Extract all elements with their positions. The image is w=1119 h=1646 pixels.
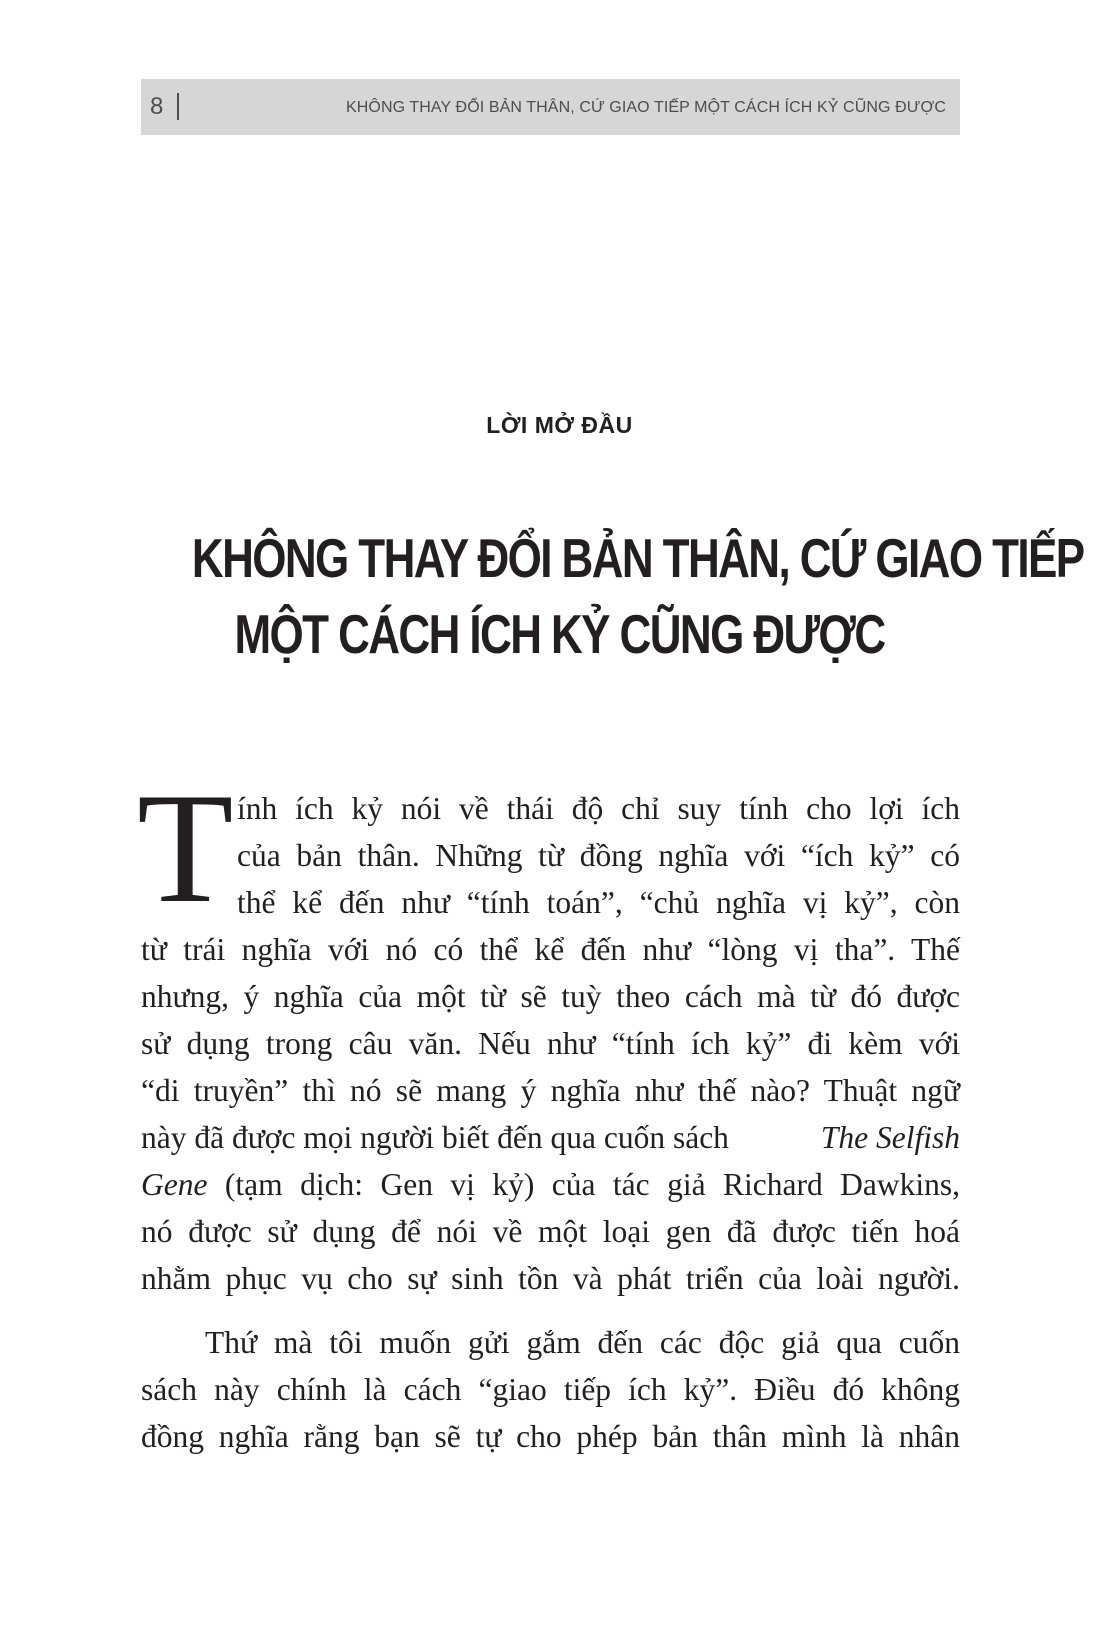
chapter-label: LỜI MỞ ĐẦU — [486, 412, 633, 438]
book-title-italic: The Selfish — [820, 1120, 960, 1155]
text-line: của bản thân. Những từ đồng nghĩa với “ích kỷ” có — [237, 838, 960, 873]
header-divider — [177, 93, 179, 120]
book-title-italic: Gene — [141, 1167, 208, 1202]
text-line: từ trái nghĩa với nó có thể kể đến như “lòng vị tha”. Thế — [141, 932, 960, 967]
text-line: ính ích kỷ nói về thái độ chỉ suy tính cho lợi ích — [237, 791, 960, 826]
running-header — [141, 79, 960, 135]
text-line: nhưng, ý nghĩa của một từ sẽ tuỳ theo cách mà từ đó được — [141, 979, 960, 1014]
text-line: “di truyền” thì nó sẽ mang ý nghĩa như thế nào? Thuật ngữ — [141, 1073, 960, 1108]
text-run: này đã được mọi người biết đến qua cuốn sách — [141, 1120, 729, 1155]
chapter-title — [191, 520, 1084, 672]
text-line: nhằm phục vụ cho sự sinh tồn và phát triển của loài người. — [141, 1261, 960, 1296]
text-line: đồng nghĩa rằng bạn sẽ tự cho phép bản thân mình là nhân — [141, 1419, 960, 1454]
body-text — [137, 761, 960, 1460]
text-line: sử dụng trong câu văn. Nếu như “tính ích kỷ” đi kèm với — [141, 1026, 960, 1061]
paragraph-2 — [141, 1319, 960, 1460]
text-line — [141, 1161, 960, 1208]
running-title: KHÔNG THAY ĐỔI BẢN THÂN, CỨ GIAO TIẾP MỘT CÁCH ÍCH KỶ CŨNG ĐƯỢC — [345, 99, 946, 116]
drop-cap: T — [137, 761, 234, 936]
text-line: sách này chính là cách “giao tiếp ích kỷ”. Điều đó không — [141, 1372, 960, 1407]
text-line: nó được sử dụng để nói về một loại gen đã được tiến hoá — [141, 1214, 960, 1249]
text-line: thể kể đến như “tính toán”, “chủ nghĩa vị kỷ”, còn — [237, 885, 960, 920]
chapter-title-line-2: MỘT CÁCH ÍCH KỶ CŨNG ĐƯỢC — [234, 603, 885, 665]
text-line — [141, 1114, 960, 1161]
text-line: Thứ mà tôi muốn gửi gắm đến các độc giả qua cuốn — [205, 1325, 960, 1360]
paragraph-1 — [137, 761, 960, 1302]
text-run: (tạm dịch: Gen vị kỷ) của tác giả Richard Dawkins, — [207, 1167, 960, 1202]
chapter-title-line-1: KHÔNG THAY ĐỔI BẢN THÂN, CỨ GIAO TIẾP — [191, 527, 1084, 589]
page-number: 8 — [150, 93, 164, 120]
